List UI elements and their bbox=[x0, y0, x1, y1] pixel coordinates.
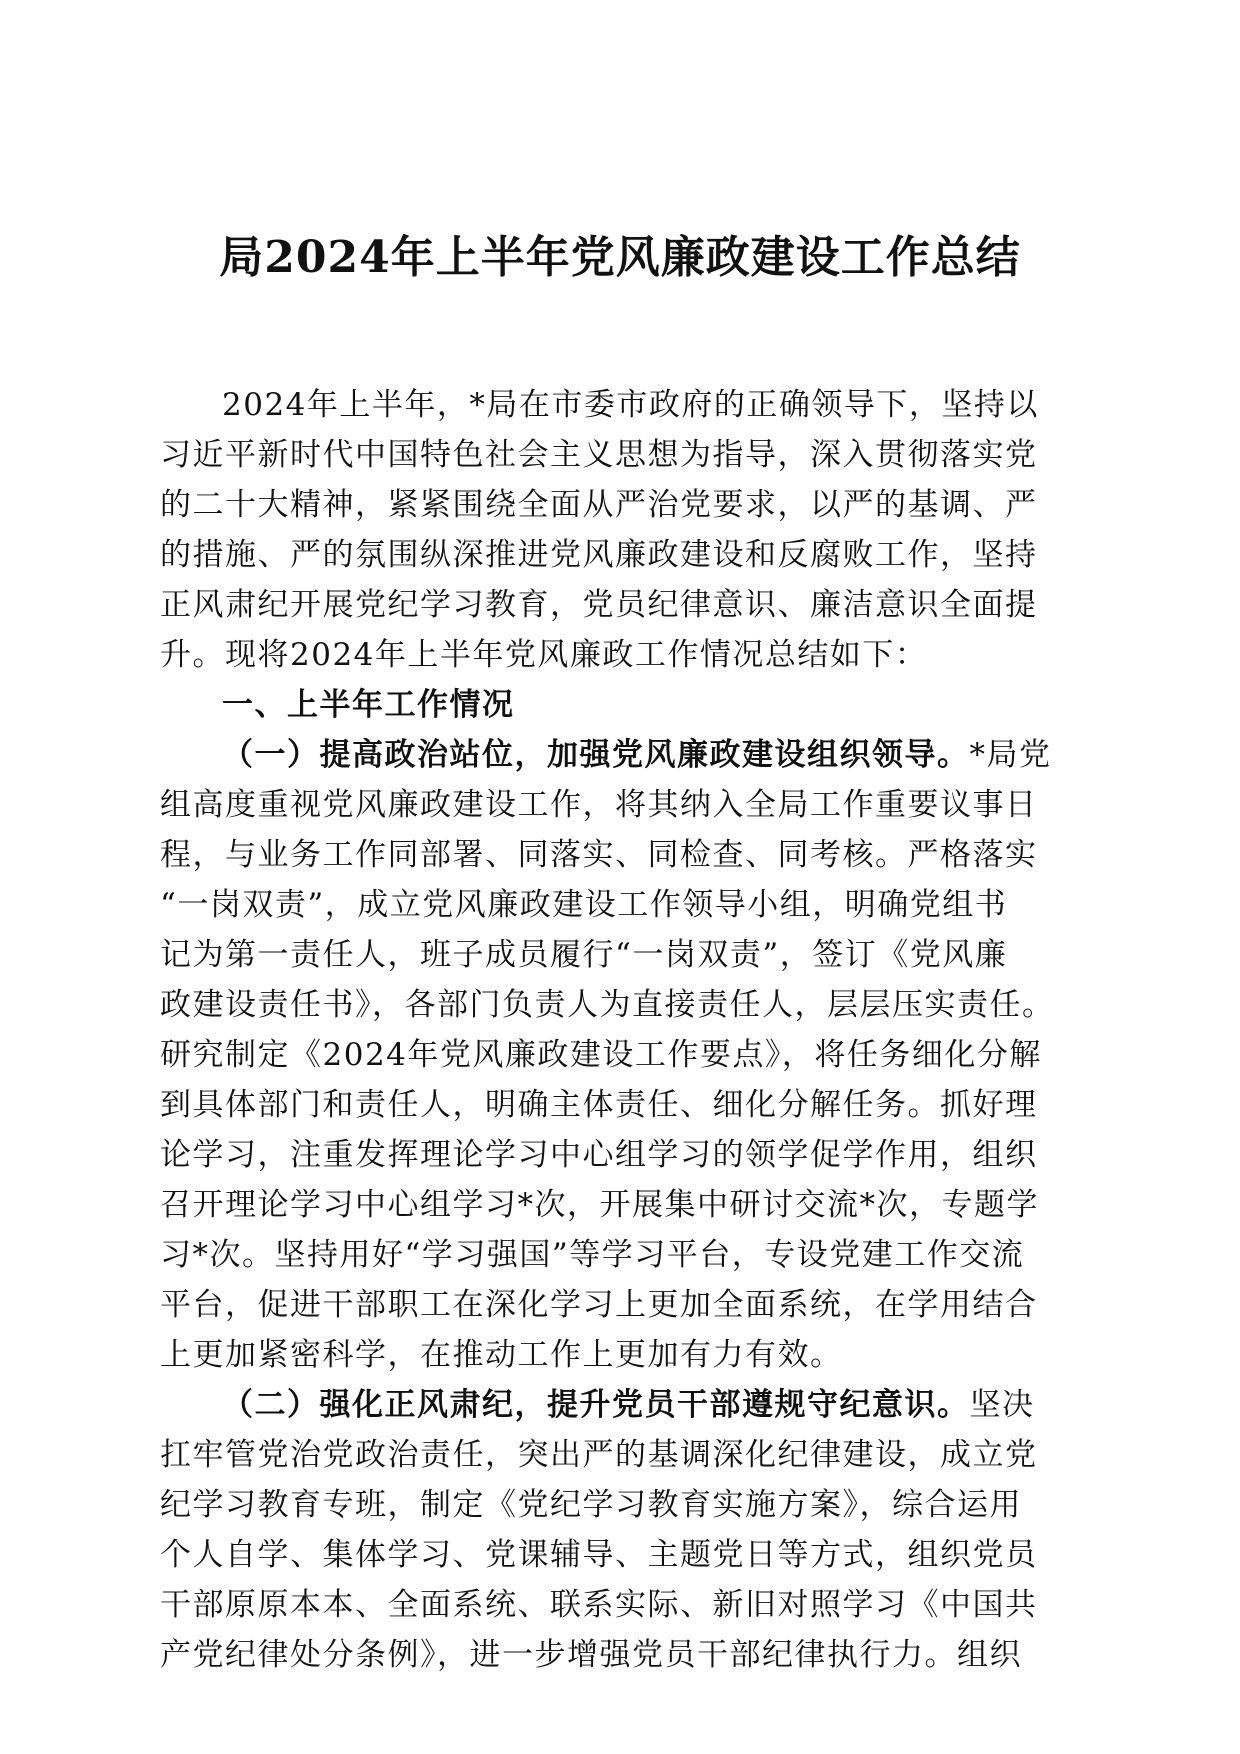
document-title: 局2024年上半年党风廉政建设工作总结 bbox=[219, 232, 1021, 283]
section1-line: 习*次。坚持用好“学习强国”等学习平台，专设党建工作交流 bbox=[160, 1237, 1025, 1273]
section1-first-line bbox=[160, 730, 1120, 780]
section2-line: 干部原原本本、全面系统、联系实际、新旧对照学习《中国共 bbox=[160, 1587, 1038, 1623]
section1-line: 程，与业务工作同部署、同落实、同检查、同考核。严格落实 bbox=[160, 837, 1038, 873]
section-heading: 一、上半年工作情况 bbox=[222, 687, 515, 723]
section1-line: 组高度重视党风廉政建设工作，将其纳入全局工作重要议事日 bbox=[160, 787, 1038, 823]
section1-line: “一岗双责”，成立党风廉政建设工作领导小组，明确党组书 bbox=[160, 887, 1008, 923]
section1-line: 研究制定《2024年党风廉政建设工作要点》，将任务细化分解 bbox=[160, 1037, 1042, 1073]
intro-line: 正风肃纪开展党纪学习教育，党员纪律意识、廉洁意识全面提 bbox=[160, 587, 1038, 623]
section1-lead: （一）提高政治站位，加强党风廉政建设组织领导。 bbox=[222, 737, 970, 773]
section1-line: 平台，促进干部职工在深化学习上更加全面系统，在学用结合 bbox=[160, 1287, 1038, 1323]
section2-first-rest: 坚决 bbox=[969, 1387, 1035, 1423]
section1-line: 到具体部门和责任人，明确主体责任、细化分解任务。抓好理 bbox=[160, 1087, 1038, 1123]
section1-line: 政建设责任书》，各部门负责人为直接责任人，层层压实责任。 bbox=[160, 987, 1055, 1023]
intro-line: 升。现将2024年上半年党风廉政工作情况总结如下： bbox=[160, 637, 928, 673]
intro-line: 习近平新时代中国特色社会主义思想为指导，深入贯彻落实党 bbox=[160, 437, 1038, 473]
intro-line: 的措施、严的氛围纵深推进党风廉政建设和反腐败工作，坚持 bbox=[160, 537, 1038, 573]
section1-line: 召开理论学习中心组学习*次，开展集中研讨交流*次，专题学 bbox=[160, 1187, 1039, 1223]
section2-lead: （二）强化正风肃纪，提升党员干部遵规守纪意识。 bbox=[222, 1387, 970, 1423]
section1-line: 记为第一责任人，班子成员履行“一岗双责”，签订《党风廉 bbox=[160, 937, 1008, 973]
section2-line: 纪学习教育专班，制定《党纪学习教育实施方案》，综合运用 bbox=[160, 1487, 1022, 1523]
section2-line: 产党纪律处分条例》，进一步增强党员干部纪律执行力。组织 bbox=[160, 1637, 1022, 1673]
section1-first-rest: *局党 bbox=[969, 737, 1052, 773]
section1-line: 上更加紧密科学，在推动工作上更加有力有效。 bbox=[160, 1337, 843, 1373]
section1-line: 论学习，注重发挥理论学习中心组学习的领学促学作用，组织 bbox=[160, 1137, 1038, 1173]
section2-line: 扛牢管党治党政治责任，突出严的基调深化纪律建设，成立党 bbox=[160, 1437, 1038, 1473]
intro-line: 2024年上半年，*局在市委市政府的正确领导下，坚持以 bbox=[222, 387, 1039, 423]
document-body bbox=[160, 380, 1120, 1680]
section2-line: 个人自学、集体学习、党课辅导、主题党日等方式，组织党员 bbox=[160, 1537, 1038, 1573]
intro-line: 的二十大精神，紧紧围绕全面从严治党要求，以严的基调、严 bbox=[160, 487, 1038, 523]
section2-first-line bbox=[160, 1380, 1120, 1430]
